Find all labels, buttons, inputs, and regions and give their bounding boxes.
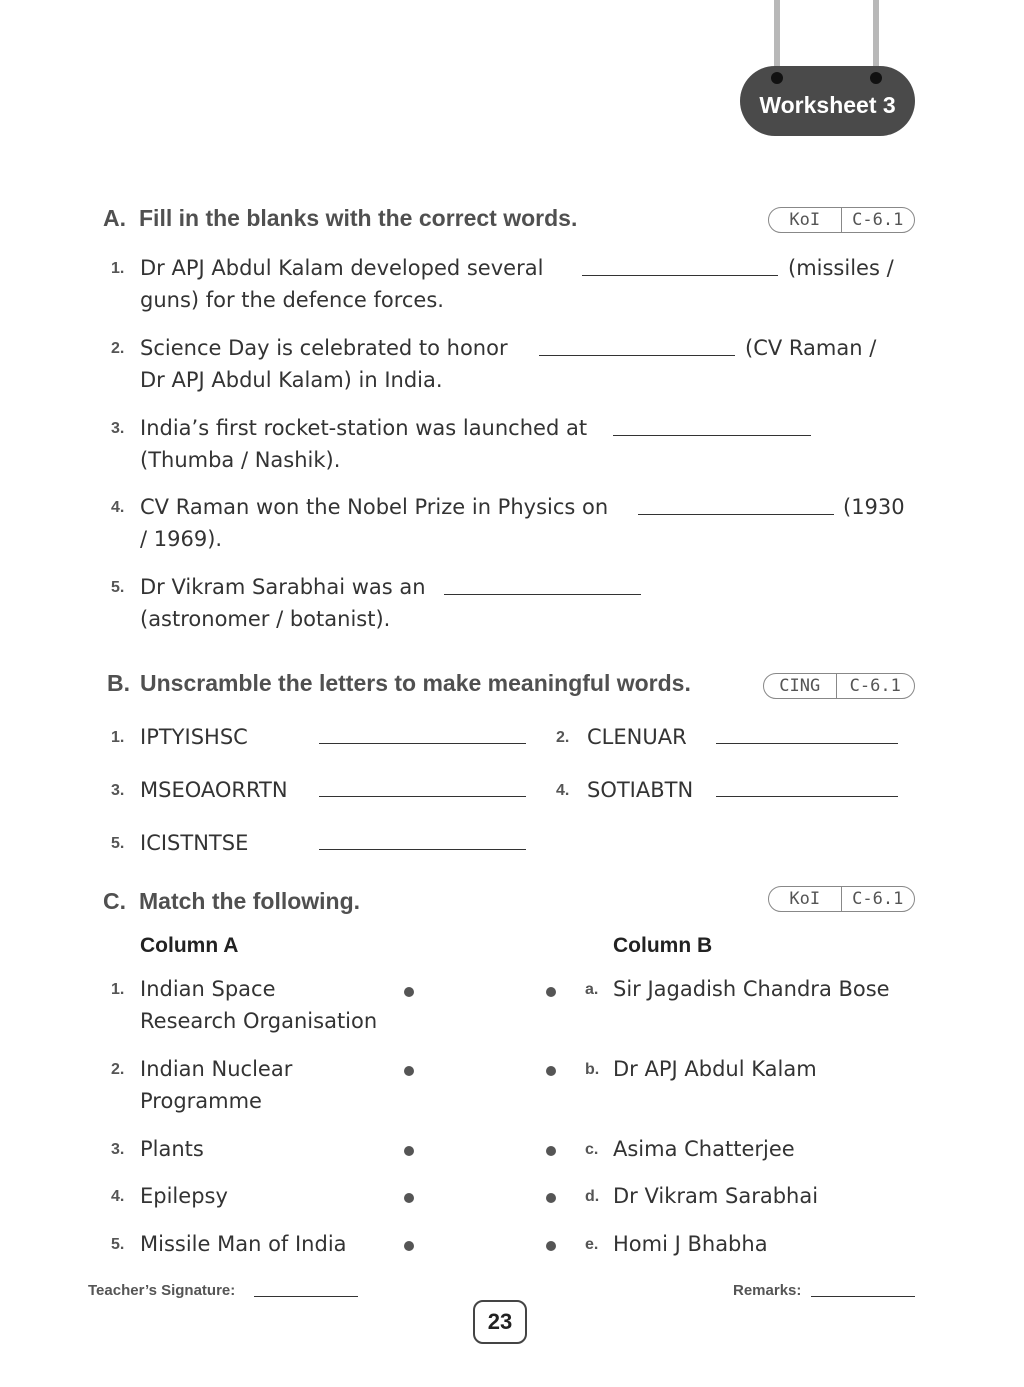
item-number: 4. <box>111 499 125 516</box>
column-b-item: Dr Vikram Sarabhai <box>613 1184 819 1208</box>
item-number: 3. <box>111 1141 125 1158</box>
match-dot-left[interactable] <box>404 987 414 997</box>
column-a-item: Indian Space <box>140 977 276 1001</box>
item-number: 3. <box>111 420 125 437</box>
answer-blank[interactable] <box>319 849 526 850</box>
column-a-heading: Column A <box>140 934 239 957</box>
section-b-title-text: Unscramble the letters to make meaningful words. <box>140 670 691 696</box>
column-b-item: Homi J Bhabha <box>613 1232 768 1256</box>
tag-hole-left <box>771 72 783 84</box>
item-letter: a. <box>585 981 599 998</box>
code-left: KoI <box>769 887 842 911</box>
section-c-title <box>103 888 360 915</box>
code-right: C-6.1 <box>849 676 901 696</box>
match-dot-left[interactable] <box>404 1066 414 1076</box>
worksheet-tag <box>740 66 915 136</box>
item-number: 1. <box>111 260 125 277</box>
column-a-item: Epilepsy <box>140 1184 228 1208</box>
item-text: Dr Vikram Sarabhai was an <box>140 575 426 599</box>
item-text: Dr APJ Abdul Kalam) in India. <box>140 368 443 392</box>
page-number <box>473 1300 527 1344</box>
column-b-heading: Column B <box>613 934 713 957</box>
answer-blank[interactable] <box>638 514 834 515</box>
match-dot-right[interactable] <box>546 1066 556 1076</box>
item-number: 2. <box>556 729 570 746</box>
scrambled-word: MSEOAORRTN <box>140 778 288 802</box>
item-number: 3. <box>111 782 125 799</box>
column-a-item: Plants <box>140 1137 204 1161</box>
column-a-item: Research Organisation <box>140 1009 378 1033</box>
section-c-code-badge <box>768 886 915 912</box>
item-text: (astronomer / botanist). <box>140 607 391 631</box>
tag-string-left <box>774 0 780 74</box>
scrambled-word: SOTIABTN <box>587 778 694 802</box>
match-dot-left[interactable] <box>404 1241 414 1251</box>
column-b-item: Sir Jagadish Chandra Bose <box>613 977 890 1001</box>
item-number: 5. <box>111 579 125 596</box>
scrambled-word: ICISTNTSE <box>140 831 249 855</box>
item-number: 2. <box>111 1061 125 1078</box>
item-number: 2. <box>111 340 125 357</box>
worksheet-label: Worksheet 3 <box>759 91 896 118</box>
page-number-text: 23 <box>487 1309 513 1334</box>
column-a-item: Programme <box>140 1089 262 1113</box>
answer-blank[interactable] <box>716 743 898 744</box>
answer-blank[interactable] <box>582 275 778 276</box>
section-c-letter: C. <box>103 888 126 914</box>
column-b-item: Asima Chatterjee <box>613 1137 795 1161</box>
item-letter: e. <box>585 1236 599 1253</box>
scrambled-word: CLENUAR <box>587 725 687 749</box>
section-a-title <box>103 205 577 232</box>
code-left: KoI <box>769 208 842 232</box>
item-text: Science Day is celebrated to honor <box>140 336 508 360</box>
tag-hole-right <box>870 72 882 84</box>
column-b-item: Dr APJ Abdul Kalam <box>613 1057 817 1081</box>
scrambled-word: IPTYISHSC <box>140 725 248 749</box>
section-a-letter: A. <box>103 205 126 231</box>
remarks-line[interactable] <box>811 1296 915 1297</box>
item-text: (Thumba / Nashik). <box>140 448 341 472</box>
code-left: CING <box>764 674 837 698</box>
item-number: 5. <box>111 1236 125 1253</box>
column-a-item: Missile Man of India <box>140 1232 347 1256</box>
item-number: 5. <box>111 835 125 852</box>
match-dot-right[interactable] <box>546 987 556 997</box>
item-number: 4. <box>111 1188 125 1205</box>
item-text: guns) for the defence forces. <box>140 288 444 312</box>
match-dot-right[interactable] <box>546 1241 556 1251</box>
match-dot-right[interactable] <box>546 1193 556 1203</box>
section-b-letter: B. <box>107 670 130 696</box>
section-c-title-text: Match the following. <box>139 888 361 914</box>
answer-blank[interactable] <box>716 796 898 797</box>
item-text: (missiles / <box>788 256 894 280</box>
item-text: / 1969). <box>140 527 223 551</box>
answer-blank[interactable] <box>539 355 735 356</box>
item-text: (CV Raman / <box>745 336 877 360</box>
teacher-signature-line[interactable] <box>254 1296 358 1297</box>
item-number: 1. <box>111 729 125 746</box>
code-right: C-6.1 <box>852 889 904 909</box>
section-a-code-badge <box>768 207 915 233</box>
answer-blank[interactable] <box>444 594 641 595</box>
answer-blank[interactable] <box>319 796 526 797</box>
item-text: India’s first rocket-station was launched at <box>140 416 588 440</box>
match-dot-left[interactable] <box>404 1193 414 1203</box>
item-letter: c. <box>585 1141 599 1158</box>
section-a-title-text: Fill in the blanks with the correct words. <box>139 205 578 231</box>
section-b-code-badge <box>763 673 915 699</box>
item-letter: b. <box>585 1061 600 1078</box>
tag-string-right <box>873 0 879 74</box>
item-text: (1930 <box>843 495 905 519</box>
match-dot-right[interactable] <box>546 1146 556 1156</box>
remarks-label: Remarks: <box>733 1282 802 1299</box>
column-a-item: Indian Nuclear <box>140 1057 293 1081</box>
item-text: CV Raman won the Nobel Prize in Physics on <box>140 495 609 519</box>
match-dot-left[interactable] <box>404 1146 414 1156</box>
item-text: Dr APJ Abdul Kalam developed several <box>140 256 544 280</box>
item-number: 4. <box>556 782 570 799</box>
code-right: C-6.1 <box>852 210 904 230</box>
section-b-title <box>107 670 691 697</box>
item-number: 1. <box>111 981 125 998</box>
teacher-signature-label: Teacher’s Signature: <box>88 1282 236 1299</box>
answer-blank[interactable] <box>319 743 526 744</box>
item-letter: d. <box>585 1188 600 1205</box>
answer-blank[interactable] <box>613 435 811 436</box>
